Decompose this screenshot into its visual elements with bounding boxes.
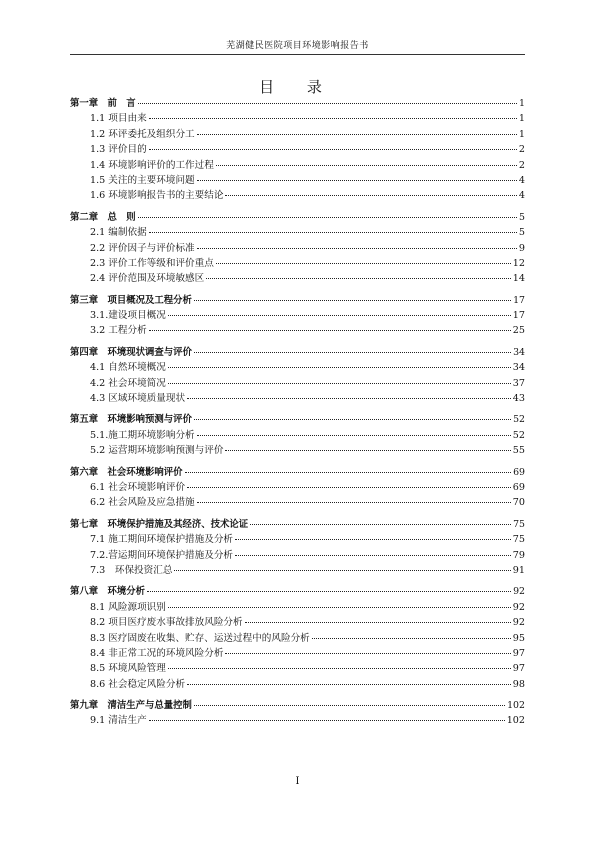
toc-entry-title: 第三章 项目概况及工程分析 xyxy=(70,294,192,306)
toc-entry-title: 7.3 环保投资汇总 xyxy=(90,564,173,576)
toc-entry-page: 1 xyxy=(518,128,525,140)
toc-section-entry[interactable] xyxy=(70,563,525,578)
dot-leader xyxy=(138,103,517,104)
toc-entry-title: 1.6 环境影响报告书的主要结论 xyxy=(90,190,224,202)
toc-section-entry[interactable] xyxy=(70,480,525,495)
toc-chapter-entry[interactable] xyxy=(70,584,525,599)
toc-entry-title: 6.2 社会风险及应急措施 xyxy=(90,497,195,509)
toc-entry-page: 5 xyxy=(519,211,525,223)
dot-leader xyxy=(197,435,511,436)
dot-leader xyxy=(194,300,511,301)
toc-entry-page: 92 xyxy=(512,601,525,613)
toc-section-entry[interactable] xyxy=(70,532,525,547)
dot-leader xyxy=(168,315,511,316)
dot-leader xyxy=(168,383,511,384)
dot-leader xyxy=(250,524,511,525)
toc-entry-title: 1.4 环境影响评价的工作过程 xyxy=(90,159,214,171)
toc-entry-title: 1.5 关注的主要环境问题 xyxy=(90,174,195,186)
toc-entry-title: 8.1 风险源项识别 xyxy=(90,601,166,613)
dot-leader xyxy=(187,487,511,488)
toc-entry-title: 5.2 运营期环境影响预测与评价 xyxy=(90,445,224,457)
toc-entry-title: 6.1 社会环境影响评价 xyxy=(90,481,186,493)
toc-section-entry[interactable] xyxy=(70,225,525,240)
dot-leader xyxy=(197,248,517,249)
toc-entry-page: 34 xyxy=(512,362,525,374)
toc-entry-page: 97 xyxy=(512,647,525,659)
toc-entry-page: 37 xyxy=(512,377,525,389)
toc-entry-page: 75 xyxy=(513,518,525,530)
dot-leader xyxy=(149,149,517,150)
toc-chapter-entry[interactable] xyxy=(70,345,525,360)
toc-entry-title: 8.4 非正常工况的环境风险分析 xyxy=(90,647,224,659)
toc-section-entry[interactable] xyxy=(70,600,525,615)
toc-section-entry[interactable] xyxy=(70,173,525,188)
toc-entry-page: 14 xyxy=(512,273,525,285)
toc-entry-page: 75 xyxy=(512,534,525,546)
toc-entry-title: 4.2 社会环境简况 xyxy=(90,377,166,389)
toc-entry-title: 第五章 环境影响预测与评价 xyxy=(70,414,192,426)
dot-leader xyxy=(312,638,511,639)
dot-leader xyxy=(225,195,516,196)
dot-leader xyxy=(197,502,511,503)
toc-entry-page: 52 xyxy=(512,429,525,441)
toc-section-entry[interactable] xyxy=(70,308,525,323)
toc-entry-title: 8.5 环境风险管理 xyxy=(90,663,166,675)
dot-leader xyxy=(149,118,517,119)
toc-entry-page: 102 xyxy=(507,700,525,712)
toc-entry-page: 5 xyxy=(518,227,525,239)
dot-leader xyxy=(185,472,512,473)
toc-section-entry[interactable] xyxy=(70,713,525,728)
toc-chapter-entry[interactable] xyxy=(70,210,525,225)
dot-leader xyxy=(168,607,511,608)
toc-section-entry[interactable] xyxy=(70,615,525,630)
toc-entry-page: 69 xyxy=(513,466,525,478)
toc-chapter-entry[interactable] xyxy=(70,293,525,308)
table-of-contents xyxy=(70,96,525,729)
toc-section-entry[interactable] xyxy=(70,661,525,676)
toc-entry-title: 第六章 社会环境影响评价 xyxy=(70,466,183,478)
toc-entry-page: 102 xyxy=(506,715,525,727)
toc-entry-title: 3.1.建设项目概况 xyxy=(90,310,166,322)
toc-entry-title: 1.3 评价目的 xyxy=(90,144,147,156)
toc-entry-title: 2.1 编制依据 xyxy=(90,227,147,239)
dot-leader xyxy=(149,720,505,721)
toc-section-entry[interactable] xyxy=(70,188,525,203)
toc-entry-page: 4 xyxy=(518,174,525,186)
toc-section-entry[interactable] xyxy=(70,631,525,646)
toc-chapter-entry[interactable] xyxy=(70,698,525,713)
dot-leader xyxy=(168,367,511,368)
dot-leader xyxy=(235,555,511,556)
toc-entry-title: 7.1 施工期间环境保护措施及分析 xyxy=(90,534,234,546)
toc-entry-page: 2 xyxy=(518,159,525,171)
toc-entry-page: 79 xyxy=(512,549,525,561)
toc-section-entry[interactable] xyxy=(70,127,525,142)
toc-entry-title: 第七章 环境保护措施及其经济、技术论证 xyxy=(70,518,249,530)
toc-entry-page: 34 xyxy=(513,346,525,358)
toc-entry-title: 2.2 评价因子与评价标准 xyxy=(90,242,195,254)
toc-entry-title: 8.6 社会稳定风险分析 xyxy=(90,678,186,690)
toc-chapter-entry[interactable] xyxy=(70,96,525,111)
dot-leader xyxy=(168,668,511,669)
dot-leader xyxy=(138,217,517,218)
toc-entry-title: 3.2 工程分析 xyxy=(90,325,147,337)
toc-section-entry[interactable] xyxy=(70,256,525,271)
toc-entry-title: 8.3 医疗固废在收集、贮存、运送过程中的风险分析 xyxy=(90,632,310,644)
toc-section-entry[interactable] xyxy=(70,158,525,173)
toc-entry-page: 98 xyxy=(512,678,525,690)
toc-entry-page: 1 xyxy=(518,113,525,125)
toc-entry-title: 第四章 环境现状调查与评价 xyxy=(70,346,192,358)
toc-entry-title: 9.1 清洁生产 xyxy=(90,715,147,727)
toc-section-entry[interactable] xyxy=(70,443,525,458)
toc-chapter-entry[interactable] xyxy=(70,465,525,480)
toc-section-entry[interactable] xyxy=(70,376,525,391)
toc-entry-page: 92 xyxy=(512,617,525,629)
toc-entry-page: 52 xyxy=(513,414,525,426)
toc-entry-page: 4 xyxy=(518,190,525,202)
toc-entry-title: 8.2 项目医疗废水事故排放风险分析 xyxy=(90,617,243,629)
toc-entry-title: 第二章 总 则 xyxy=(70,211,136,223)
toc-entry-page: 92 xyxy=(513,586,525,598)
dot-leader xyxy=(194,705,505,706)
dot-leader xyxy=(206,278,511,279)
toc-entry-page: 17 xyxy=(513,294,525,306)
toc-section-entry[interactable] xyxy=(70,111,525,126)
toc-section-entry[interactable] xyxy=(70,241,525,256)
dot-leader xyxy=(187,684,511,685)
toc-section-entry[interactable] xyxy=(70,323,525,338)
dot-leader xyxy=(197,134,517,135)
dot-leader xyxy=(197,180,517,181)
dot-leader xyxy=(149,330,511,331)
toc-entry-title: 4.3 区域环境质量现状 xyxy=(90,393,186,405)
dot-leader xyxy=(147,591,511,592)
toc-entry-page: 69 xyxy=(512,481,525,493)
toc-section-entry[interactable] xyxy=(70,142,525,157)
dot-leader xyxy=(225,450,510,451)
toc-section-entry[interactable] xyxy=(70,677,525,692)
page-title: 目 录 xyxy=(259,78,336,96)
dot-leader xyxy=(245,622,511,623)
page-number: I xyxy=(295,776,300,787)
toc-entry-title: 第八章 环境分析 xyxy=(70,586,146,598)
toc-section-entry[interactable] xyxy=(70,271,525,286)
dot-leader xyxy=(194,352,511,353)
toc-entry-page: 70 xyxy=(512,497,525,509)
toc-entry-page: 12 xyxy=(512,257,525,269)
dot-leader xyxy=(149,232,517,233)
dot-leader xyxy=(235,539,511,540)
toc-entry-page: 2 xyxy=(518,144,525,156)
dot-leader xyxy=(216,263,511,264)
toc-entry-page: 25 xyxy=(512,325,525,337)
toc-entry-title: 1.2 环评委托及组织分工 xyxy=(90,128,195,140)
dot-leader xyxy=(194,419,511,420)
toc-entry-title: 5.1.施工期环境影响分析 xyxy=(90,429,195,441)
toc-entry-page: 9 xyxy=(518,242,525,254)
toc-entry-page: 1 xyxy=(519,98,525,109)
toc-entry-title: 4.1 自然环境概况 xyxy=(90,362,166,374)
toc-entry-page: 55 xyxy=(512,445,525,457)
toc-entry-page: 91 xyxy=(512,564,525,576)
dot-leader xyxy=(187,398,511,399)
toc-entry-page: 95 xyxy=(512,632,525,644)
toc-chapter-entry[interactable] xyxy=(70,517,525,532)
toc-section-entry[interactable] xyxy=(70,428,525,443)
toc-section-entry[interactable] xyxy=(70,495,525,510)
toc-entry-title: 7.2.营运期间环境保护措施及分析 xyxy=(90,549,234,561)
toc-entry-page: 43 xyxy=(512,393,525,405)
toc-chapter-entry[interactable] xyxy=(70,412,525,427)
toc-entry-page: 17 xyxy=(512,310,525,322)
toc-entry-title: 2.3 评价工作等级和评价重点 xyxy=(90,257,214,269)
toc-entry-title: 2.4 评价范围及环境敏感区 xyxy=(90,273,205,285)
toc-entry-title: 第九章 清洁生产与总量控制 xyxy=(70,700,192,712)
dot-leader xyxy=(216,165,517,166)
toc-section-entry[interactable] xyxy=(70,391,525,406)
toc-entry-page: 97 xyxy=(512,663,525,675)
toc-entry-title: 1.1 项目由来 xyxy=(90,113,147,125)
toc-entry-title: 第一章 前 言 xyxy=(70,98,136,109)
dot-leader xyxy=(174,570,510,571)
toc-section-entry[interactable] xyxy=(70,646,525,661)
running-header: 芜湖健民医院项目环境影响报告书 xyxy=(70,38,525,55)
toc-section-entry[interactable] xyxy=(70,548,525,563)
dot-leader xyxy=(225,653,510,654)
toc-section-entry[interactable] xyxy=(70,360,525,375)
